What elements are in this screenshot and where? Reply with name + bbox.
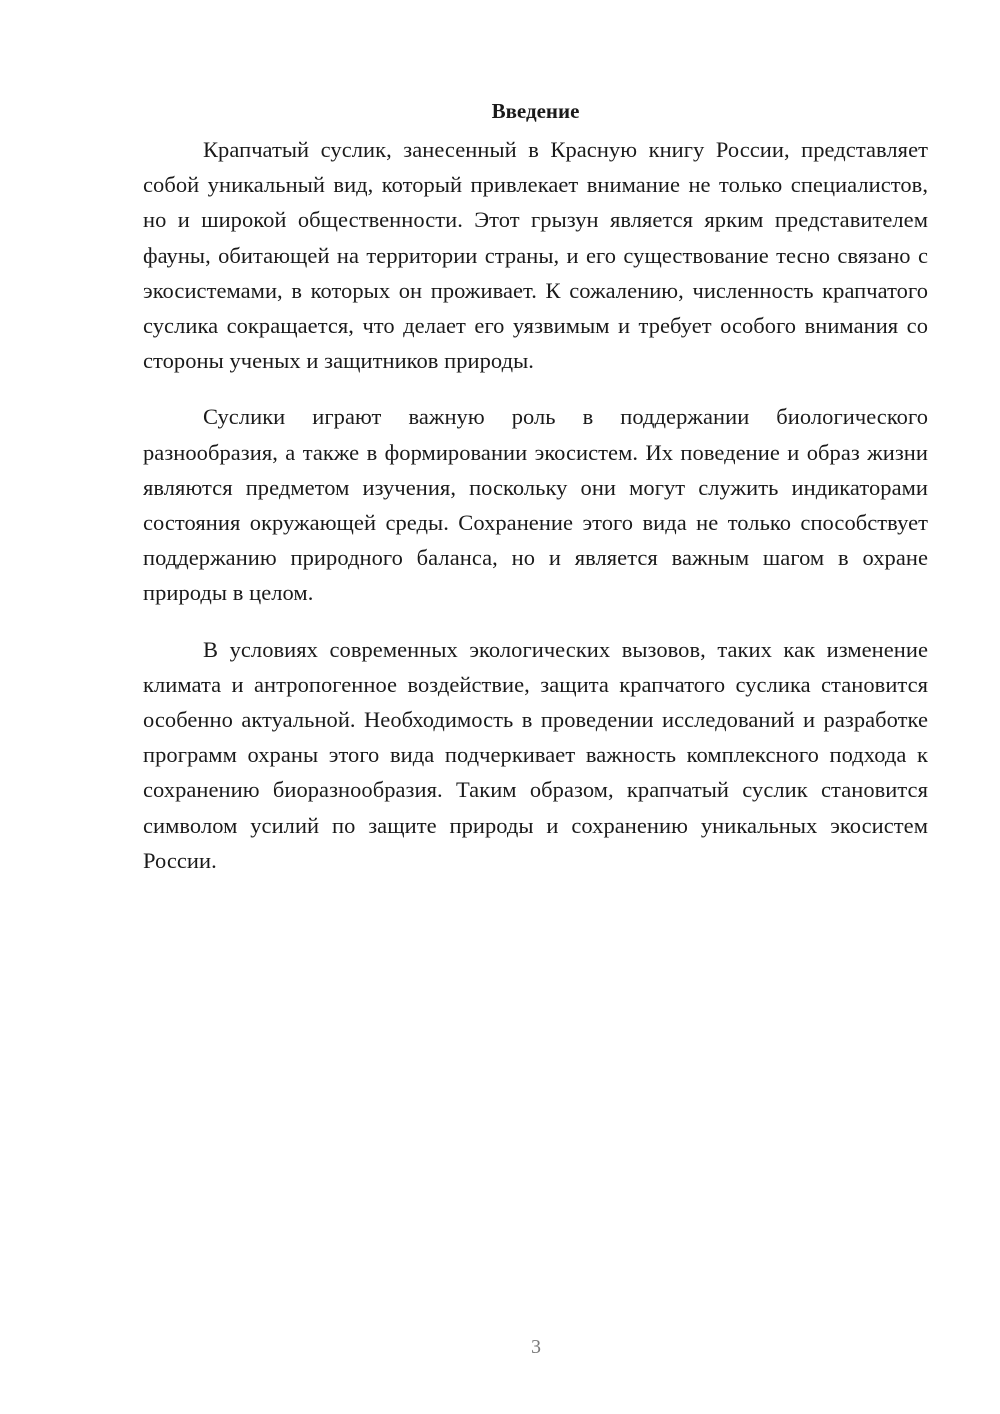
page-number: 3 (531, 1336, 541, 1358)
paragraph-2: Суслики играют важную роль в поддержании биологического разнообразия, а также в формировании экосистем. Их поведение и образ жизни являются предметом изучения, поскольку они могут служить индикаторами состояния окружающей среды. Сохранение этого вида не только способствует поддержанию природного баланса, но и является важным шагом в охране природы в целом. (143, 404, 928, 606)
paragraph-3: В условиях современных экологических вызовов, таких как изменение климата и антропогенное воздействие, защита крапчатого суслика становится особенно актуальной. Необходимость в проведении исследований и разработке программ охраны этого вида подчеркивает важность комплексного подхода к сохранению биоразнообразия. Таким образом, крапчатый суслик становится символом усилий по защите природы и сохранению уникальных экосистем России. (143, 636, 928, 873)
paragraph-1: Крапчатый суслик, занесенный в Красную книгу России, представляет собой уникальный вид, который привлекает внимание не только специалистов, но и широкой общественности. Этот грызун является ярким представителем фауны, обитающей на территории страны, и его существование тесно связано с экосистемами, в которых он проживает. К сожалению, численность крапчатого суслика сокращается, что делает его уязвимым и требует особого внимания со стороны ученых и защитников природы. (143, 137, 928, 374)
page-content (143, 96, 928, 899)
section-heading: Введение (491, 99, 580, 123)
